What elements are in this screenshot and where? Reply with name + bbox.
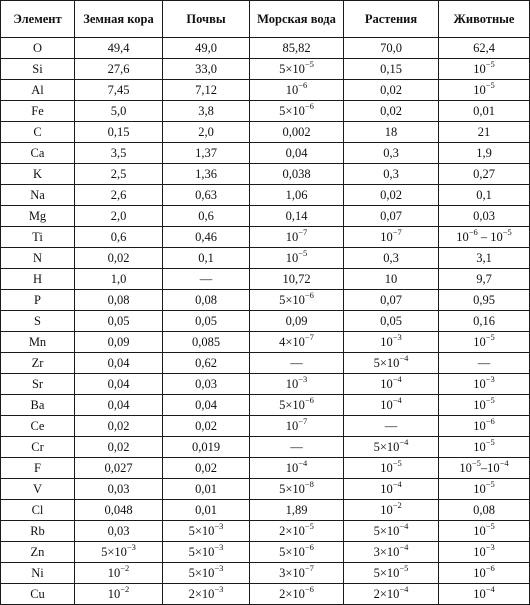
cell-sea-water: 10,72 (250, 269, 344, 290)
cell-element: Ca (1, 143, 75, 164)
header-soils: Почвы (163, 1, 250, 38)
cell-earth-crust: 5,0 (75, 101, 163, 122)
cell-element: H (1, 269, 75, 290)
cell-plants: $2\times 10^{-4}$ (344, 584, 439, 605)
cell-earth-crust: 3,5 (75, 143, 163, 164)
cell-soils: 0,05 (163, 311, 250, 332)
cell-element: C (1, 122, 75, 143)
cell-animals: $10^{-5}$ (439, 395, 530, 416)
table-row (1, 164, 530, 185)
cell-soils: $5\times 10^{-3}$ (163, 521, 250, 542)
cell-sea-water: 1,89 (250, 500, 344, 521)
cell-animals: 62,4 (439, 38, 530, 59)
cell-soils: 0,08 (163, 290, 250, 311)
cell-soils: 0,46 (163, 227, 250, 248)
cell-earth-crust: 0,03 (75, 521, 163, 542)
cell-earth-crust: $5\times 10^{-3}$ (75, 542, 163, 563)
cell-earth-crust: 0,048 (75, 500, 163, 521)
cell-element: P (1, 290, 75, 311)
cell-element: Ti (1, 227, 75, 248)
table-row (1, 374, 530, 395)
table-row (1, 59, 530, 80)
cell-soils: 2,0 (163, 122, 250, 143)
header-earth-crust: Земная кора (75, 1, 163, 38)
header-row (1, 1, 530, 38)
cell-plants: $10^{-2}$ (344, 500, 439, 521)
cell-sea-water: $5\times 10^{-8}$ (250, 479, 344, 500)
cell-element: Fe (1, 101, 75, 122)
cell-animals: $10^{-5}$ (439, 521, 530, 542)
cell-plants: $10^{-7}$ (344, 227, 439, 248)
table-row (1, 143, 530, 164)
cell-earth-crust: 0,027 (75, 458, 163, 479)
table-row (1, 395, 530, 416)
cell-soils: 0,085 (163, 332, 250, 353)
cell-plants: $3\times 10^{-4}$ (344, 542, 439, 563)
cell-soils: 3,8 (163, 101, 250, 122)
header-animals: Животные (439, 1, 530, 38)
cell-sea-water: 1,06 (250, 185, 344, 206)
table-row (1, 458, 530, 479)
cell-animals: 0,08 (439, 500, 530, 521)
cell-sea-water: $10^{-3}$ (250, 374, 344, 395)
cell-element: S (1, 311, 75, 332)
table-row (1, 185, 530, 206)
cell-plants: 0,07 (344, 290, 439, 311)
cell-animals: 0,16 (439, 311, 530, 332)
cell-sea-water: $2\times 10^{-5}$ (250, 521, 344, 542)
cell-soils: 0,02 (163, 458, 250, 479)
cell-sea-water: $10^{-6}$ (250, 80, 344, 101)
table-row (1, 542, 530, 563)
cell-earth-crust: 7,45 (75, 80, 163, 101)
table-body (1, 38, 530, 605)
cell-earth-crust: $10^{-2}$ (75, 563, 163, 584)
cell-sea-water: $3\times 10^{-7}$ (250, 563, 344, 584)
cell-sea-water: 85,82 (250, 38, 344, 59)
cell-soils: 0,03 (163, 374, 250, 395)
cell-plants: 0,02 (344, 101, 439, 122)
cell-earth-crust: 0,04 (75, 374, 163, 395)
cell-sea-water: 0,14 (250, 206, 344, 227)
cell-sea-water: $5\times 10^{-6}$ (250, 395, 344, 416)
table-row (1, 500, 530, 521)
cell-plants: $10^{-4}$ (344, 395, 439, 416)
cell-plants: $5\times 10^{-4}$ (344, 521, 439, 542)
cell-earth-crust: 0,02 (75, 416, 163, 437)
cell-sea-water: — (250, 437, 344, 458)
cell-plants: $5\times 10^{-4}$ (344, 353, 439, 374)
table-row (1, 206, 530, 227)
cell-element: Ba (1, 395, 75, 416)
table-row (1, 521, 530, 542)
cell-earth-crust: 0,15 (75, 122, 163, 143)
cell-element: Zr (1, 353, 75, 374)
cell-element: Al (1, 80, 75, 101)
table-row (1, 290, 530, 311)
cell-plants: 0,3 (344, 143, 439, 164)
cell-plants: 70,0 (344, 38, 439, 59)
cell-sea-water: $10^{-5}$ (250, 248, 344, 269)
cell-plants: 0,02 (344, 185, 439, 206)
cell-soils: 0,62 (163, 353, 250, 374)
cell-soils: $5\times 10^{-3}$ (163, 563, 250, 584)
cell-plants: $10^{-4}$ (344, 374, 439, 395)
table-row (1, 332, 530, 353)
cell-earth-crust: 2,0 (75, 206, 163, 227)
cell-soils: 33,0 (163, 59, 250, 80)
cell-sea-water: 0,09 (250, 311, 344, 332)
cell-earth-crust: 0,6 (75, 227, 163, 248)
cell-element: V (1, 479, 75, 500)
cell-animals: $10^{-6} - 10^{-5}$ (439, 227, 530, 248)
cell-animals: $10^{-4}$ (439, 584, 530, 605)
cell-earth-crust: 0,02 (75, 437, 163, 458)
cell-plants: $5\times 10^{-4}$ (344, 437, 439, 458)
cell-earth-crust: 2,5 (75, 164, 163, 185)
cell-soils: 0,1 (163, 248, 250, 269)
cell-plants: 0,3 (344, 164, 439, 185)
cell-sea-water: $5\times 10^{-6}$ (250, 290, 344, 311)
cell-element: Cu (1, 584, 75, 605)
cell-earth-crust: 49,4 (75, 38, 163, 59)
cell-plants: — (344, 416, 439, 437)
cell-element: Si (1, 59, 75, 80)
header-element: Элемент (1, 1, 75, 38)
cell-soils: 1,36 (163, 164, 250, 185)
table-row (1, 416, 530, 437)
table-row (1, 38, 530, 59)
cell-plants: $5\times 10^{-5}$ (344, 563, 439, 584)
cell-soils: 0,019 (163, 437, 250, 458)
cell-plants: $10^{-5}$ (344, 458, 439, 479)
table-row (1, 563, 530, 584)
cell-earth-crust: 2,6 (75, 185, 163, 206)
cell-soils: 0,02 (163, 416, 250, 437)
cell-earth-crust: 0,02 (75, 248, 163, 269)
cell-soils: 0,04 (163, 395, 250, 416)
cell-sea-water: $10^{-7}$ (250, 416, 344, 437)
cell-animals: 0,03 (439, 206, 530, 227)
table-row (1, 311, 530, 332)
cell-animals: $10^{-5}$ (439, 332, 530, 353)
cell-element: N (1, 248, 75, 269)
cell-soils: 7,12 (163, 80, 250, 101)
cell-earth-crust: 0,08 (75, 290, 163, 311)
cell-earth-crust: 1,0 (75, 269, 163, 290)
cell-soils: 0,63 (163, 185, 250, 206)
cell-element: Zn (1, 542, 75, 563)
cell-soils: $5\times 10^{-3}$ (163, 542, 250, 563)
cell-sea-water: — (250, 353, 344, 374)
cell-animals: 1,9 (439, 143, 530, 164)
cell-animals: $10^{-3}$ (439, 374, 530, 395)
cell-sea-water: $10^{-7}$ (250, 227, 344, 248)
cell-sea-water: 0,04 (250, 143, 344, 164)
table-row (1, 584, 530, 605)
cell-soils: 0,01 (163, 479, 250, 500)
cell-animals: 3,1 (439, 248, 530, 269)
cell-element: Cr (1, 437, 75, 458)
table-row (1, 479, 530, 500)
header-plants: Растения (344, 1, 439, 38)
cell-element: Cl (1, 500, 75, 521)
header-sea-water: Морская вода (250, 1, 344, 38)
cell-plants: 0,15 (344, 59, 439, 80)
cell-plants: 10 (344, 269, 439, 290)
cell-soils: $2\times 10^{-3}$ (163, 584, 250, 605)
cell-earth-crust: $10^{-2}$ (75, 584, 163, 605)
cell-earth-crust: 0,05 (75, 311, 163, 332)
cell-sea-water: $5\times 10^{-6}$ (250, 101, 344, 122)
cell-element: Rb (1, 521, 75, 542)
cell-sea-water: $5\times 10^{-6}$ (250, 542, 344, 563)
table-row (1, 437, 530, 458)
table-row (1, 353, 530, 374)
table-row (1, 269, 530, 290)
table-row (1, 248, 530, 269)
cell-animals: 0,27 (439, 164, 530, 185)
cell-animals: 9,7 (439, 269, 530, 290)
cell-element: Mg (1, 206, 75, 227)
cell-animals: $10^{-5}$ (439, 437, 530, 458)
cell-element: K (1, 164, 75, 185)
cell-animals: 0,01 (439, 101, 530, 122)
table-row (1, 80, 530, 101)
cell-soils: 1,37 (163, 143, 250, 164)
cell-plants: 0,07 (344, 206, 439, 227)
cell-animals: $10^{-5}$ (439, 80, 530, 101)
cell-soils: 49,0 (163, 38, 250, 59)
cell-animals: $10^{-3}$ (439, 542, 530, 563)
cell-animals: $10^{-5}-10^{-4}$ (439, 458, 530, 479)
cell-soils: 0,6 (163, 206, 250, 227)
cell-earth-crust: 0,04 (75, 395, 163, 416)
cell-soils: — (163, 269, 250, 290)
cell-plants: $10^{-3}$ (344, 332, 439, 353)
cell-animals: 0,1 (439, 185, 530, 206)
cell-plants: 0,05 (344, 311, 439, 332)
cell-animals: $10^{-5}$ (439, 59, 530, 80)
cell-earth-crust: 0,03 (75, 479, 163, 500)
cell-animals: 21 (439, 122, 530, 143)
cell-animals: $10^{-6}$ (439, 563, 530, 584)
cell-plants: 0,3 (344, 248, 439, 269)
cell-sea-water: 0,038 (250, 164, 344, 185)
cell-element: Sr (1, 374, 75, 395)
cell-sea-water: $4\times 10^{-7}$ (250, 332, 344, 353)
cell-plants: 0,02 (344, 80, 439, 101)
cell-sea-water: $2\times 10^{-6}$ (250, 584, 344, 605)
cell-element: F (1, 458, 75, 479)
cell-earth-crust: 27,6 (75, 59, 163, 80)
table-row (1, 122, 530, 143)
cell-animals: 0,95 (439, 290, 530, 311)
cell-animals: — (439, 353, 530, 374)
cell-plants: 18 (344, 122, 439, 143)
cell-sea-water: $5\times 10^{-5}$ (250, 59, 344, 80)
cell-earth-crust: 0,04 (75, 353, 163, 374)
table-row (1, 227, 530, 248)
cell-element: Ce (1, 416, 75, 437)
cell-sea-water: $10^{-4}$ (250, 458, 344, 479)
cell-animals: $10^{-6}$ (439, 416, 530, 437)
cell-soils: 0,01 (163, 500, 250, 521)
table-row (1, 101, 530, 122)
cell-animals: $10^{-5}$ (439, 479, 530, 500)
cell-plants: $10^{-4}$ (344, 479, 439, 500)
cell-element: Ni (1, 563, 75, 584)
cell-element: O (1, 38, 75, 59)
cell-sea-water: 0,002 (250, 122, 344, 143)
cell-element: Mn (1, 332, 75, 353)
cell-element: Na (1, 185, 75, 206)
cell-earth-crust: 0,09 (75, 332, 163, 353)
